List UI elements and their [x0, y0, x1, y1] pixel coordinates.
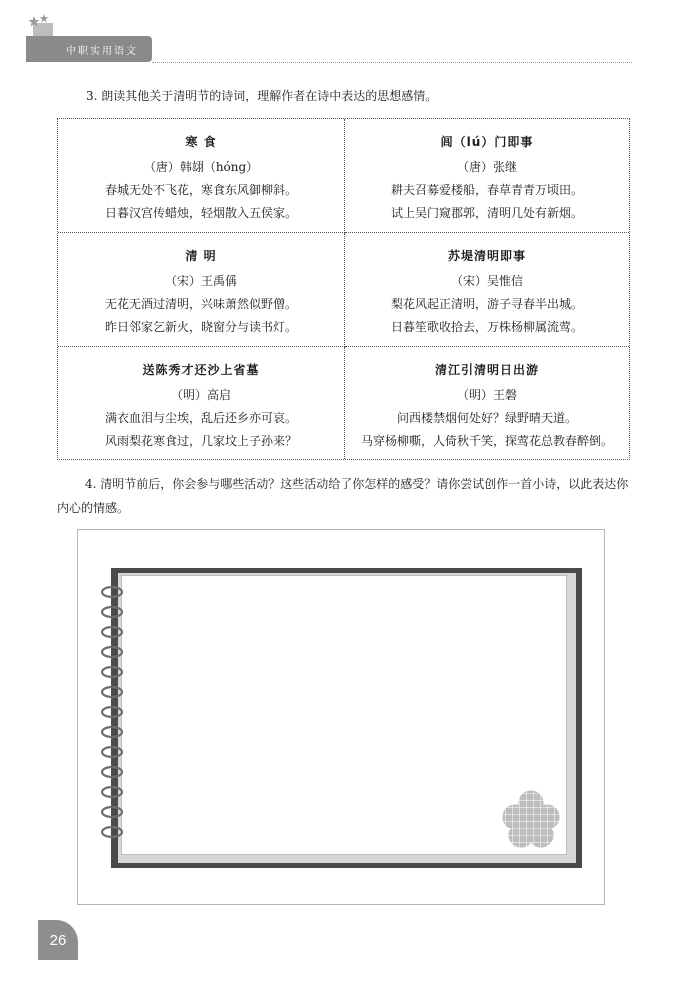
poem-cell: [58, 233, 345, 347]
poem-line: 春城无处不飞花，寒食东风御柳斜。: [104, 183, 297, 197]
spiral-binding-icon: [99, 584, 133, 846]
page-number: 26: [38, 920, 78, 960]
header-divider: [152, 62, 632, 63]
poem-line: 日暮笙歌收拾去，万株杨柳属流莺。: [390, 320, 583, 334]
poem-line: 耕夫召募爱楼船，春草青青万顷田。: [390, 183, 583, 197]
poem-table: [57, 118, 630, 460]
poem-line: 昨日邻家乞新火，晓窗分与读书灯。: [104, 320, 297, 334]
poem-author: （唐）张继: [456, 160, 517, 174]
poem-author: （唐）韩翃（hóng）: [143, 160, 259, 174]
poem-line: 风雨梨花寒食过，几家坟上子孙来？: [104, 434, 297, 448]
poem-cell: [345, 233, 629, 347]
poem-title: 闾（lú）门即事: [440, 135, 534, 149]
poem-line: 梨花风起正清明，游子寻春半出城。: [390, 297, 583, 311]
poem-author: （明）高启: [170, 388, 231, 402]
poem-author: （宋）吴惟信: [450, 274, 523, 288]
poem-title: 清江引清明日出游: [434, 363, 539, 377]
poem-title: 送陈秀才还沙上省墓: [142, 363, 260, 377]
poem-author: （明）王磐: [456, 388, 517, 402]
poem-title: 清 明: [185, 249, 217, 263]
question-4: 4. 清明节前后，你会参与哪些活动？这些活动给了你怎样的感受？请你尝试创作一首小诗，以此表达你内心的情感。: [57, 477, 629, 515]
poem-author: （宋）王禹偁: [164, 274, 237, 288]
poem-cell: [345, 347, 629, 459]
poem-cell: [345, 119, 629, 233]
question-3: 3. 朗读其他关于清明节的诗词，理解作者在诗中表达的思想感情。: [86, 89, 438, 103]
poem-line: 问西楼禁烟何处好？绿野晴天道。: [396, 411, 577, 425]
book-title: 中职实用语文: [66, 46, 138, 57]
flower-sticker-icon: [498, 786, 564, 852]
poem-line: 马穿杨柳嘶，人倚秋千笑，探莺花总教春醉倒。: [360, 434, 613, 448]
poem-line: 无花无酒过清明，兴味萧然似野僧。: [104, 297, 297, 311]
poem-line: 满衣血泪与尘埃，乱后还乡亦可哀。: [104, 411, 297, 425]
poem-title: 苏堤清明即事: [447, 249, 526, 263]
poem-line: 日暮汉宫传蜡烛，轻烟散入五侯家。: [104, 206, 297, 220]
poem-title: 寒 食: [185, 135, 217, 149]
poem-line: 试上吴门窥郡郭，清明几处有新烟。: [390, 206, 583, 220]
poem-cell: [58, 347, 345, 459]
poem-cell: [58, 119, 345, 233]
